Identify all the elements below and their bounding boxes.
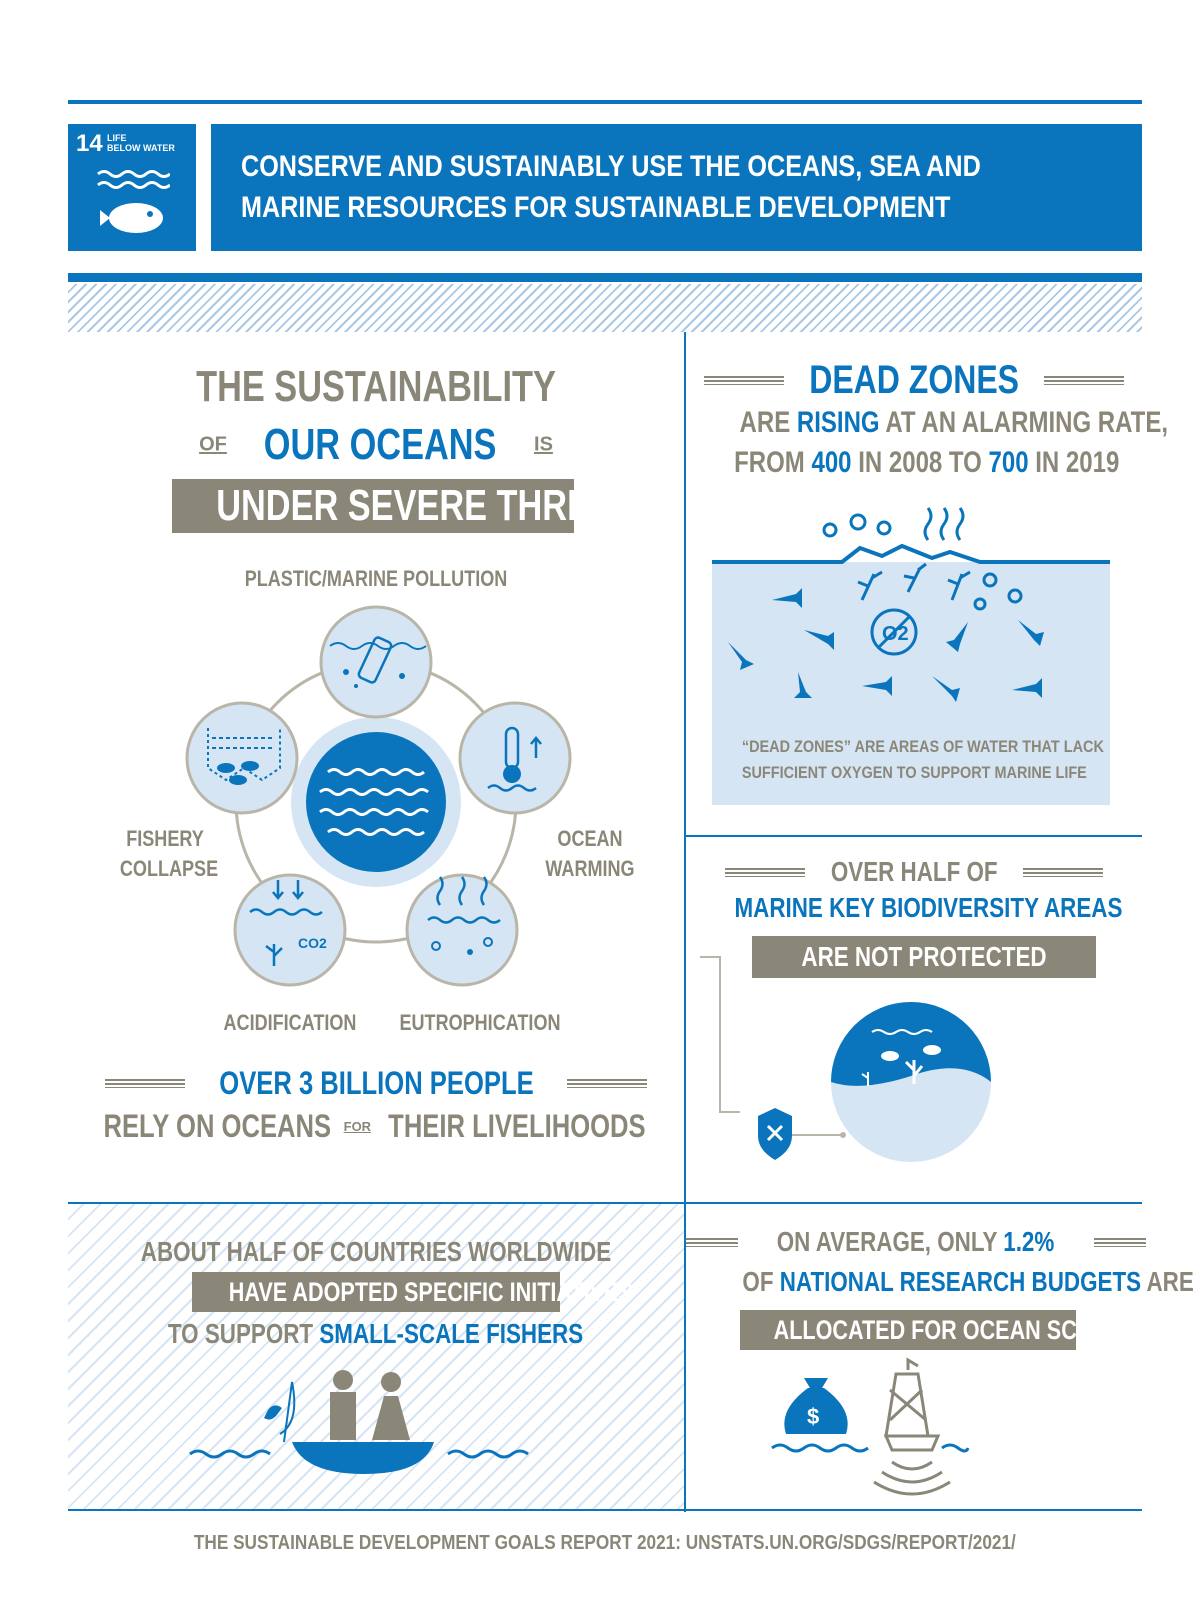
- dead-zones-note-line2: SUFFICIENT OXYGEN TO SUPPORT MARINE LIFE: [741, 763, 1087, 782]
- dead-zones-line1: [686, 406, 1169, 440]
- goal-title-line1: CONSERVE AND SUSTAINABLY USE THE OCEANS, SEA AND: [241, 150, 981, 183]
- research-illustration: [770, 1356, 970, 1496]
- people-line2: [68, 1108, 684, 1145]
- people-line2b: THEIR LIVELIHOODS: [387, 1108, 646, 1144]
- budgets-text: NATIONAL RESEARCH BUDGETS: [779, 1266, 1142, 1297]
- dead-zones-note: [741, 734, 1104, 786]
- biodiversity-line1: OVER HALF OF: [830, 856, 998, 887]
- dash-right: [1023, 868, 1103, 877]
- threat-diagram: [170, 600, 580, 1000]
- goal-title: [241, 146, 981, 228]
- dash-right: [1044, 376, 1124, 385]
- row-divider-right: [685, 835, 1142, 837]
- row-divider-bottom: [68, 1509, 1142, 1511]
- fish-wave-icon: [94, 168, 170, 240]
- small-scale-fishers-text: SMALL-SCALE FISHERS: [319, 1318, 584, 1349]
- label-warming: [541, 824, 639, 884]
- fishery-collapse-icon: [187, 703, 297, 813]
- research-box-text: ALLOCATED FOR OCEAN SCIENCE: [773, 1315, 1143, 1345]
- for-text: FOR: [343, 1119, 372, 1134]
- of-text: OF: [199, 433, 227, 456]
- goal-title-line2: MARINE RESOURCES FOR SUSTAINABLE DEVELOPMENT: [241, 191, 951, 224]
- people-line1: OVER 3 BILLION PEOPLE: [218, 1065, 534, 1101]
- eutrophication-icon: [407, 875, 517, 985]
- threat-line1: THE SUSTAINABILITY: [196, 362, 556, 411]
- dollar-sign: $: [807, 1404, 820, 1429]
- research-box: [740, 1310, 1143, 1350]
- biodiversity-illustration: [700, 952, 1140, 1178]
- people-line2a: RELY ON OCEANS: [103, 1108, 331, 1144]
- sdg-label-line2: BELOW WATER: [107, 143, 175, 153]
- fishers-line1: [68, 1236, 684, 1268]
- of-text: OF: [742, 1266, 774, 1297]
- label-eutrophication: EUTROPHICATION: [399, 1010, 561, 1035]
- people-line1-row: [68, 1065, 684, 1102]
- dead-zones-note-line1: “DEAD ZONES” ARE AREAS OF WATER THAT LACK: [741, 737, 1104, 756]
- biodiversity-line2: [686, 892, 1142, 924]
- dash-left: [725, 868, 805, 877]
- dash-left: [105, 1079, 185, 1088]
- biodiversity-line1-row: [686, 856, 1142, 888]
- o2-label: O2: [882, 623, 909, 645]
- fishers-line1-text: ABOUT HALF OF COUNTRIES WORLDWIDE: [140, 1236, 612, 1267]
- plastic-pollution-icon: [321, 607, 431, 717]
- buoy-icon: [874, 1360, 950, 1494]
- dash-right: [1094, 1238, 1146, 1247]
- are-text: ARE: [739, 406, 791, 439]
- our-oceans-text: OUR OCEANS: [264, 420, 497, 469]
- dead-zones-line2: [686, 446, 1142, 480]
- on-average-text: ON AVERAGE, ONLY: [777, 1226, 998, 1257]
- threat-line2: [68, 420, 684, 470]
- fishers-line3: [68, 1318, 684, 1350]
- thick-rule: [68, 273, 1142, 282]
- label-fishery: [119, 824, 219, 884]
- label-warming-line2: WARMING: [545, 856, 635, 881]
- threat-box: [172, 479, 634, 533]
- thermometer-icon: [460, 703, 570, 813]
- dead-zones-title: DEAD ZONES: [809, 358, 1019, 402]
- alarming-text: AT AN ALARMING RATE,: [885, 406, 1169, 439]
- label-warming-line1: OCEAN: [557, 826, 623, 851]
- biodiversity-line2-text: MARINE KEY BIODIVERSITY AREAS: [734, 892, 1123, 923]
- dead-zones-title-row: [686, 358, 1142, 403]
- fishers-box: [192, 1272, 633, 1312]
- label-fishery-line1: FISHERY: [126, 826, 204, 851]
- in-2008-text: IN 2008 TO: [858, 446, 982, 479]
- sdg-label-line1: LIFE: [107, 133, 127, 143]
- count-2008: 400: [811, 446, 852, 479]
- count-2019: 700: [988, 446, 1029, 479]
- in-2019-text: IN 2019: [1035, 446, 1120, 479]
- to-support-text: TO SUPPORT: [168, 1318, 314, 1349]
- co2-label: CO2: [298, 935, 327, 951]
- label-fishery-line2: COLLAPSE: [119, 856, 219, 881]
- footer-source: [68, 1532, 1142, 1555]
- acidification-icon: [235, 875, 345, 985]
- sdg-label: [107, 133, 175, 153]
- rising-text: RISING: [796, 406, 880, 439]
- fishers-box-text: HAVE ADOPTED SPECIFIC INITIATIVES: [228, 1277, 633, 1307]
- dash-left: [686, 1238, 738, 1247]
- row-divider-middle: [68, 1202, 1142, 1204]
- is-text: IS: [534, 433, 553, 456]
- from-text: FROM: [734, 446, 805, 479]
- threat-box-text: UNDER SEVERE THREAT: [216, 481, 634, 530]
- research-line1-row: [686, 1226, 1142, 1258]
- label-acidification: ACIDIFICATION: [223, 1010, 357, 1035]
- research-line2: [686, 1266, 1194, 1298]
- hatch-band: [68, 284, 1142, 332]
- dash-left: [704, 376, 784, 385]
- research-pct: 1.2%: [1003, 1226, 1055, 1257]
- dash-right: [567, 1079, 647, 1088]
- money-bag-icon: [784, 1378, 847, 1434]
- top-rule: [68, 100, 1142, 104]
- are-text: ARE: [1146, 1266, 1194, 1297]
- label-plastic: PLASTIC/MARINE POLLUTION: [244, 566, 508, 591]
- fishing-boat-illustration: [180, 1358, 580, 1488]
- biodiversity-box-text: ARE NOT PROTECTED: [801, 941, 1047, 972]
- sdg-number: 14: [76, 130, 103, 157]
- footer-text: THE SUSTAINABLE DEVELOPMENT GOALS REPORT 2021: UNSTATS.UN.ORG/SDGS/REPORT/2021/: [194, 1532, 1016, 1554]
